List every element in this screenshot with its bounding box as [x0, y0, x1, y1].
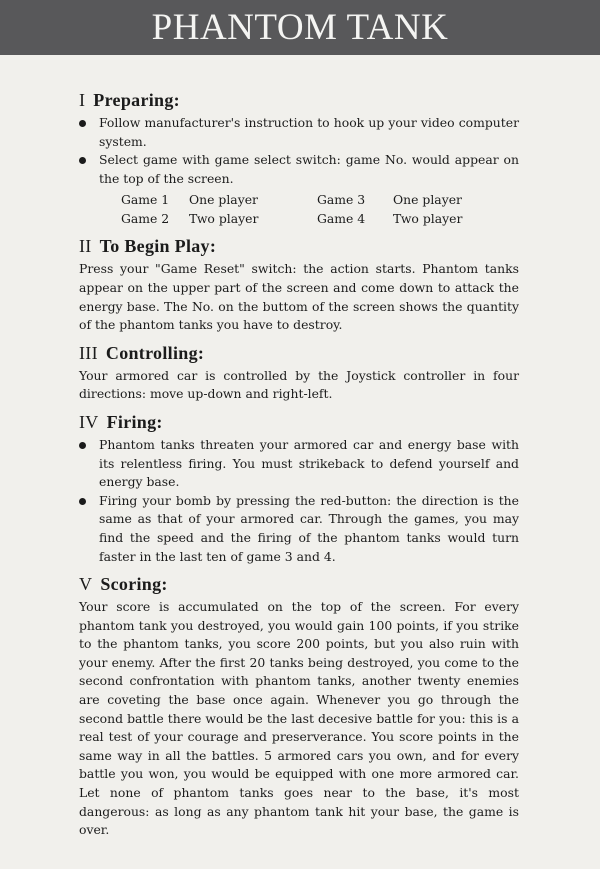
section-heading [79, 410, 519, 434]
section-number: V [79, 574, 93, 595]
bullet-list [79, 114, 519, 188]
section-controlling [79, 341, 519, 404]
list-item [79, 151, 519, 188]
list-item [79, 114, 519, 151]
list-item [79, 436, 519, 492]
section-firing [79, 410, 519, 566]
section-begin-play [79, 234, 519, 334]
bullet-text: Select game with game select switch: game No. would appear on the top of the screen. [99, 152, 519, 186]
bullet-list [79, 436, 519, 566]
section-title: Preparing: [93, 90, 180, 110]
bullet-icon [79, 157, 86, 164]
title-bar [0, 0, 600, 55]
list-item [79, 492, 519, 566]
section-preparing [79, 88, 519, 228]
bullet-icon [79, 120, 86, 127]
section-text: Your score is accumulated on the top of the screen. For every phantom tank you destroyed, you would gain 100 points, if you strike to the phantom tanks, you score 200 points, but you also ruin with your enemy. After the first 20 tanks being destroyed, you come to the second confrontation with phantom tanks, another twenty enemies are coveting the base once again. Whenever you go through the second battle there would be the last decesive battle for you: this is a real test of your courage and preserverance. You score points in the same way in all the battles. 5 armored cars you own, and for every battle you won, you would be equipped with one more armored car. Let none of phantom tanks goes near to the base, it's most dangerous: as long as any phantom tank hit your base, the game is over. [79, 599, 519, 838]
game-number: Game 4 [317, 211, 366, 227]
game-mode: Two player [393, 211, 463, 227]
section-heading [79, 341, 519, 365]
bullet-text: Firing your bomb by pressing the red-button: the direction is the same as that of your armored car. Through the games, you may find the speed and the firing of the phantom tanks would turn faster in the last ten of game 3 and 4. [99, 492, 519, 564]
manual-content [79, 88, 519, 846]
section-heading [79, 88, 519, 112]
game-number: Game 1 [121, 192, 170, 208]
section-number: III [79, 342, 98, 363]
section-title: Controlling: [105, 342, 205, 363]
section-title: To Begin Play: [99, 236, 217, 257]
bullet-text: Follow manufacturer's instruction to hook up your video computer system. [99, 115, 519, 149]
section-number: I [79, 90, 86, 110]
game-mode: One player [393, 192, 462, 208]
bullet-text: Phantom tanks threaten your armored car and energy base with its relentless firing. You must strikeback to defend yourself and energy base. [99, 436, 519, 490]
game-mode: One player [189, 192, 258, 208]
section-number: IV [79, 411, 99, 432]
section-title: Scoring: [100, 574, 168, 595]
game-number: Game 3 [317, 192, 366, 208]
bullet-icon [79, 442, 86, 449]
section-number: II [79, 236, 92, 257]
game-number: Game 2 [121, 211, 170, 227]
bullet-icon [79, 498, 86, 505]
section-heading [79, 234, 519, 258]
page-title: PHANTOM TANK [151, 7, 449, 48]
section-text: Your armored car is controlled by the Joystick controller in four directions: move up-down and right-left. [79, 367, 519, 402]
section-text: Press your "Game Reset" switch: the action starts. Phantom tanks appear on the upper part of the screen and come down to attack the energy base. The No. on the buttom of the screen shows the quantity of the phantom tanks you have to destroy. [79, 261, 519, 333]
section-heading [79, 572, 519, 596]
game-mode-table [79, 190, 519, 228]
section-scoring [79, 572, 519, 840]
game-mode: Two player [189, 211, 259, 227]
section-title: Firing: [106, 411, 163, 432]
